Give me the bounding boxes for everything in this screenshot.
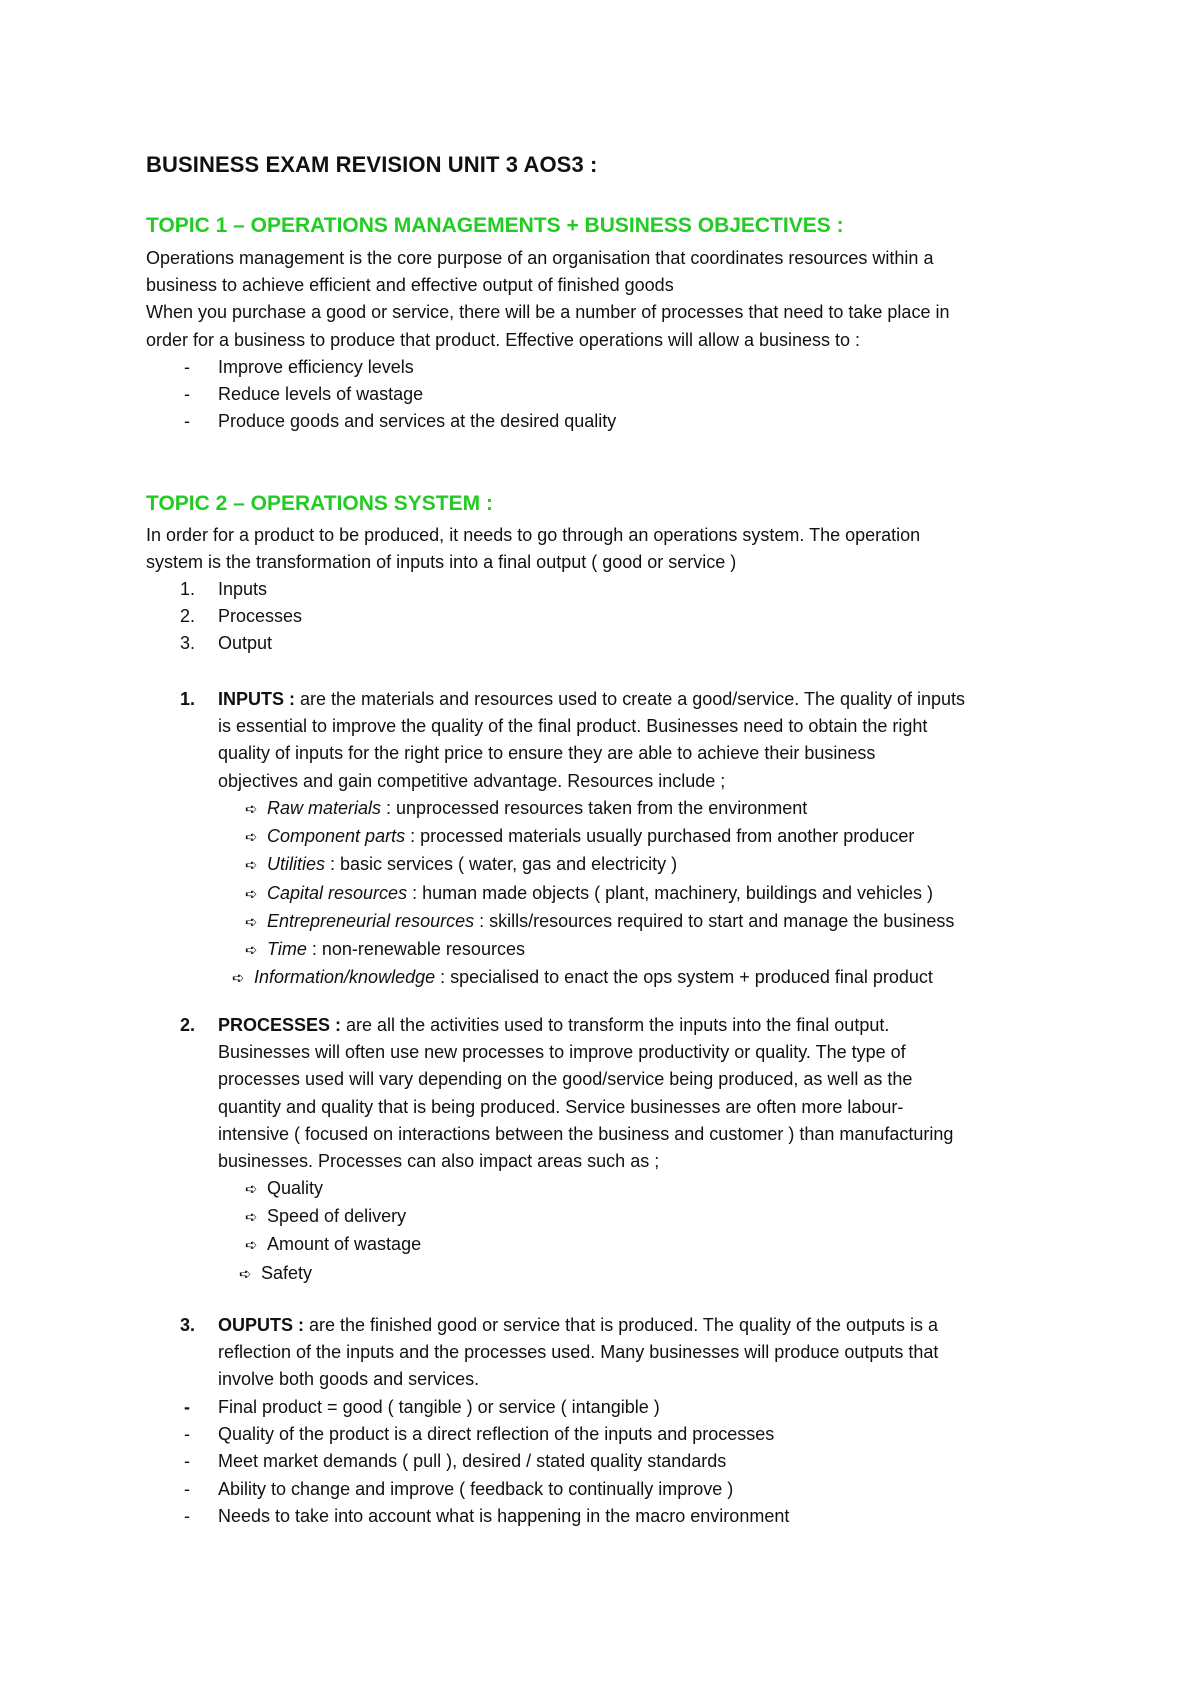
topic1-heading: TOPIC 1 – OPERATIONS MANAGEMENTS + BUSINESS OBJECTIVES :: [146, 214, 844, 237]
list-item: ➪ Quality: [0, 1175, 421, 1203]
list-item: 1. Inputs: [180, 579, 268, 599]
list-item: ➪ Component parts : processed materials usually purchased from another producer: [0, 823, 954, 851]
topic1-line: order for a business to produce that product. Effective operations will allow a business to :: [146, 329, 861, 350]
arrow-icon: ➪: [245, 885, 258, 903]
dash-bullet: -: [184, 1397, 190, 1417]
topic2-step-list: [0, 576, 302, 658]
topic1-line: business to achieve efficient and effective output of finished goods: [146, 275, 674, 296]
topic2-line: system is the transformation of inputs into a final output ( good or service ): [146, 552, 737, 573]
arrow-icon: ➪: [239, 1265, 252, 1283]
topic1-bullet-list: [0, 354, 616, 436]
section-number: 3.: [180, 1315, 196, 1335]
list-item: - Improve efficiency levels: [0, 354, 616, 381]
document-title: BUSINESS EXAM REVISION UNIT 3 AOS3 :: [146, 152, 598, 177]
arrow-icon: ➪: [232, 970, 245, 988]
arrow-icon: ➪: [245, 1237, 258, 1255]
list-item: ➪ Amount of wastage: [0, 1231, 421, 1259]
list-item: ➪ Capital resources : human made objects ( plant, machinery, buildings and vehicles ): [0, 880, 954, 908]
dash-bullet: -: [184, 1451, 190, 1472]
dash-bullet: -: [184, 357, 190, 377]
inputs-label: INPUTS :: [218, 689, 296, 709]
dash-bullet: -: [184, 1424, 190, 1445]
topic2-heading: TOPIC 2 – OPERATIONS SYSTEM :: [146, 492, 493, 515]
section-number: 1.: [180, 689, 196, 709]
list-item: ➪ Time : non-renewable resources: [0, 936, 954, 964]
inputs-section: 1. INPUTS : are the materials and resources used to create a good/service. The quality of inputs is essential to improve the quality of the final product. Businesses need to obtain the right quality of inputs for the right price to ensure they are able to achieve their business objectives and gain competitive advantage. Resources include ;: [0, 686, 1100, 795]
arrow-icon: ➪: [245, 942, 258, 960]
outputs-bullet-list: [0, 1394, 789, 1530]
list-item: ➪ Entrepreneurial resources : skills/resources required to start and manage the business: [0, 908, 954, 936]
list-item: - Meet market demands ( pull ), desired / stated quality standards: [0, 1448, 789, 1475]
dash-bullet: -: [184, 411, 190, 432]
topic1-line: When you purchase a good or service, there will be a number of processes that need to take place in: [146, 302, 950, 323]
list-item: ➪ Safety: [0, 1260, 421, 1288]
dash-bullet: -: [184, 384, 190, 405]
list-item: - Reduce levels of wastage: [0, 381, 616, 408]
list-item: ➪ Raw materials : unprocessed resources taken from the environment: [0, 795, 954, 823]
section-number: 2.: [180, 1015, 196, 1035]
list-item: - Needs to take into account what is happening in the macro environment: [0, 1503, 789, 1530]
topic1-paragraph: [146, 245, 1076, 354]
list-item: 2. Processes: [180, 606, 303, 627]
dash-bullet: -: [184, 1478, 190, 1499]
processes-section: 2. PROCESSES : are all the activities used to transform the inputs into the final output. Businesses will often use new processes to improve productivity or quality. The type of processes used will vary depending on the good/service being produced, as well as the quantity and quality that is being produced. Service businesses are often more labour- intensive ( focused on interactions between the business and customer ) than manufacturing businesses. Processes can also impact areas such as ;: [0, 1012, 1100, 1175]
list-item: ➪ Utilities : basic services ( water, gas and electricity ): [0, 851, 954, 879]
list-item: ➪ Speed of delivery: [0, 1203, 421, 1231]
list-item: - Ability to change and improve ( feedback to continually improve ): [0, 1476, 789, 1503]
arrow-icon: ➪: [245, 801, 258, 818]
list-item: 3. Output: [180, 633, 273, 654]
list-item: - Quality of the product is a direct reflection of the inputs and processes: [0, 1421, 789, 1448]
processes-label: PROCESSES :: [218, 1015, 342, 1035]
list-item: - Produce goods and services at the desired quality: [0, 408, 616, 435]
resources-list: [0, 795, 954, 992]
topic2-line: In order for a product to be produced, it needs to go through an operations system. The operation: [146, 525, 921, 545]
arrow-icon: ➪: [245, 1209, 258, 1227]
list-item: ➪ Information/knowledge : specialised to enact the ops system + produced final product: [0, 964, 954, 992]
dash-bullet: -: [184, 1505, 190, 1526]
topic1-line: Operations management is the core purpose of an organisation that coordinates resources within a: [146, 248, 934, 268]
arrow-icon: ➪: [245, 829, 258, 847]
arrow-icon: ➪: [245, 857, 258, 875]
outputs-label: OUPUTS :: [218, 1315, 305, 1335]
arrow-icon: ➪: [245, 913, 258, 931]
arrow-icon: ➪: [245, 1181, 258, 1198]
list-item: - Final product = good ( tangible ) or service ( intangible ): [0, 1394, 789, 1421]
impacts-list: [0, 1175, 421, 1288]
topic2-paragraph: [146, 522, 1076, 576]
outputs-section: 3. OUPUTS : are the finished good or service that is produced. The quality of the outputs is a reflection of the inputs and the processes used. Many businesses will produce outputs that involve both goods and services.: [0, 1312, 1100, 1394]
